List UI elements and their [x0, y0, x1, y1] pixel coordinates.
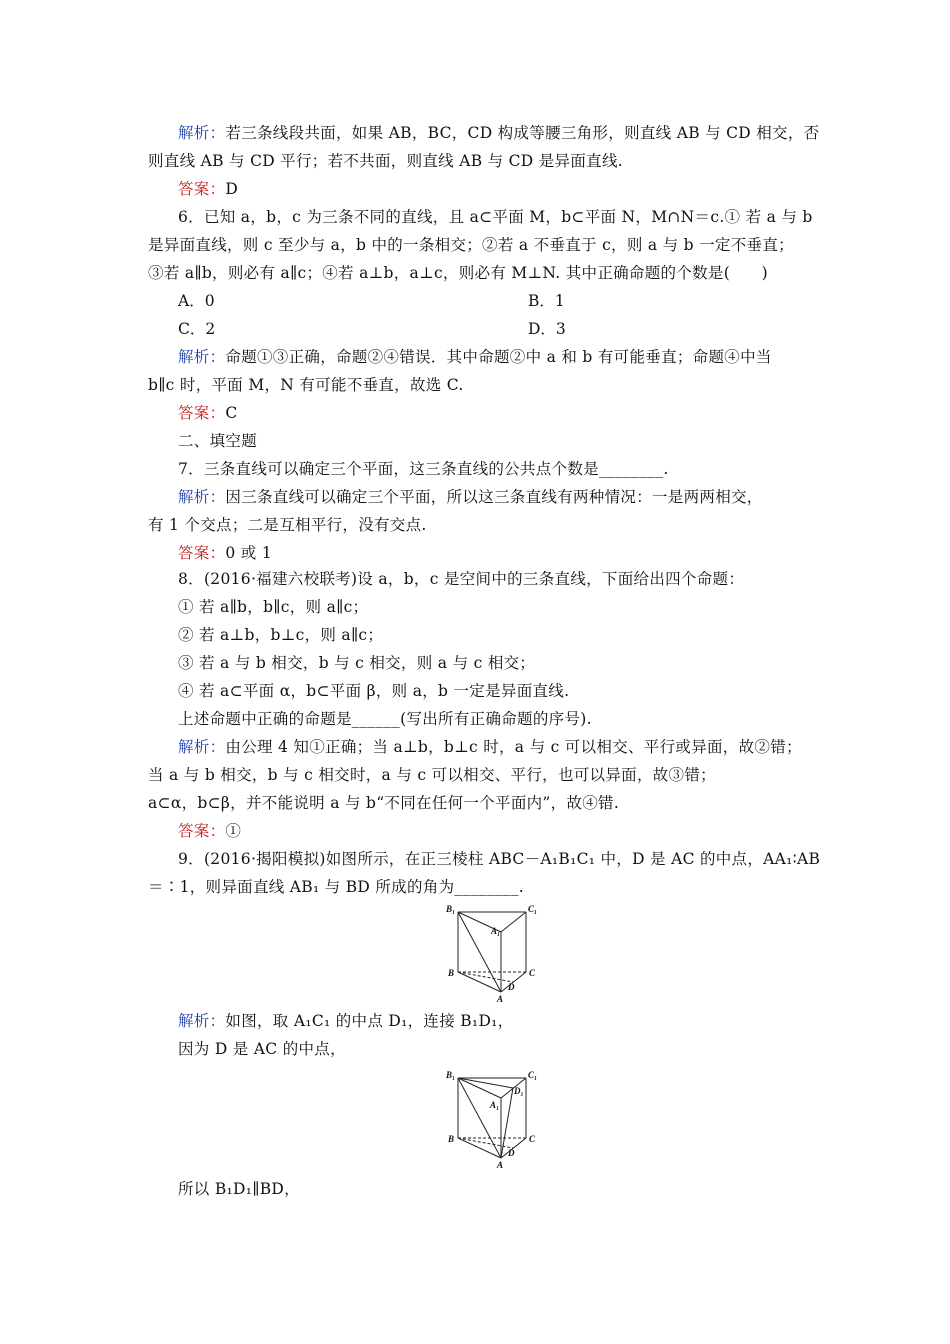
q7-stem: 7．三条直线可以确定三个平面，这三条直线的公共点个数是________. — [178, 460, 669, 478]
q6-option-b: B．1 — [528, 292, 565, 310]
q6-answer — [178, 400, 838, 426]
segment-ab1 — [458, 912, 501, 992]
label-b1: B₁ — [446, 1070, 456, 1080]
answer-label: 答案： — [178, 404, 226, 422]
answer-value: 0 或 1 — [225, 544, 272, 562]
q9-solution-line-2: 因为 D 是 AC 的中点， — [178, 1040, 346, 1058]
label-c1: C₁ — [528, 904, 538, 914]
q8-solution-line-1 — [178, 734, 838, 760]
solution-text: 命题①③正确，命题②④错误．其中命题②中 a 和 b 有可能垂直；命题④中当 — [225, 348, 772, 366]
segment-bd — [458, 1138, 513, 1148]
label-a1: A₁ — [491, 926, 501, 936]
solution-text: 由公理 4 知①正确；当 a⊥b，b⊥c 时，a 与 c 可以相交、平行或异面，故②错； — [225, 738, 802, 756]
solution-label: 解析： — [178, 488, 226, 506]
q8-question: 上述命题中正确的命题是______(写出所有正确命题的序号). — [178, 710, 592, 728]
edge-ba — [458, 1138, 501, 1158]
q6-option-c: C．2 — [178, 320, 216, 338]
q7-solution-line-1 — [178, 484, 838, 510]
q9-stem-line-1: 9．(2016·揭阳模拟)如图所示，在正三棱柱 ABC－A₁B₁C₁ 中，D 是 AC 的中点，AA₁∶AB — [178, 850, 821, 868]
q6-solution-line-1 — [178, 344, 838, 370]
q8-answer — [178, 818, 838, 844]
section-heading: 二、填空题 — [178, 432, 258, 450]
solution-label: 解析： — [178, 348, 226, 366]
edge-ba — [458, 972, 501, 992]
q7-answer — [178, 540, 838, 566]
label-b1: B₁ — [446, 904, 456, 914]
q6-solution-line-2: b∥c 时，平面 M，N 有可能不垂直，故选 C. — [148, 376, 464, 394]
label-b: B — [448, 968, 455, 978]
q8-proposition-1: ① 若 a∥b，b∥c，则 a∥c； — [178, 598, 369, 616]
solution-text: 若三条线段共面，如果 AB，BC，CD 构成等腰三角形，则直线 AB 与 CD 相交，否 — [225, 124, 820, 142]
answer-value: C — [225, 404, 238, 422]
q8-proposition-3: ③ 若 a 与 b 相交，b 与 c 相交，则 a 与 c 相交； — [178, 654, 536, 672]
label-d: D — [508, 982, 515, 992]
q6-stem-line-3: ③若 a∥b，则必有 a∥c；④若 a⊥b，a⊥c，则必有 M⊥N. 其中正确命题的个数是( ) — [148, 264, 769, 282]
prism-figure-1 — [440, 898, 540, 1002]
q8-solution-line-3: a⊂α，b⊂β，并不能说明 a 与 b“不同在任何一个平面内”，故④错. — [148, 794, 620, 812]
q9-solution-line-3: 所以 B₁D₁∥BD， — [178, 1180, 300, 1198]
q8-stem: 8．(2016·福建六校联考)设 a，b，c 是空间中的三条直线，下面给出四个命题： — [178, 570, 745, 588]
answer-value: ① — [225, 822, 242, 840]
q5-solution-line-2: 则直线 AB 与 CD 平行；若不共面，则直线 AB 与 CD 是异面直线. — [148, 152, 623, 170]
solution-text: 因三条直线可以确定三个平面，所以这三条直线有两种情况：一是两两相交， — [225, 488, 763, 506]
label-d: D — [508, 1148, 515, 1158]
q9-solution-line-1 — [178, 1008, 838, 1034]
answer-label: 答案： — [178, 822, 226, 840]
answer-value: D — [225, 180, 239, 198]
solution-label: 解析： — [178, 738, 226, 756]
q9-stem-line-2: ＝∶1，则异面直线 AB₁ 与 BD 所成的角为________. — [148, 878, 525, 896]
label-c: C — [529, 968, 536, 978]
q6-stem-line-1: 6．已知 a，b，c 为三条不同的直线，且 a⊂平面 M，b⊂平面 N，M∩N＝c.① 若 a 与 b — [178, 208, 813, 226]
label-b: B — [448, 1134, 455, 1144]
q8-solution-line-2: 当 a 与 b 相交，b 与 c 相交时，a 与 c 可以相交、平行，也可以异面，故③错； — [148, 766, 716, 784]
solution-text: 如图，取 A₁C₁ 的中点 D₁，连接 B₁D₁， — [225, 1012, 514, 1030]
answer-label: 答案： — [178, 180, 226, 198]
label-d1: D₁ — [514, 1086, 524, 1096]
segment-bd — [458, 972, 513, 982]
label-a: A — [497, 994, 504, 1002]
q6-option-a: A．0 — [178, 292, 215, 310]
solution-label: 解析： — [178, 124, 226, 142]
answer-label: 答案： — [178, 544, 226, 562]
label-a1: A₁ — [490, 1100, 500, 1110]
q6-option-d: D．3 — [528, 320, 566, 338]
q5-answer — [178, 176, 838, 202]
q5-solution-line-1 — [178, 120, 838, 146]
segment-ab1 — [458, 1078, 501, 1158]
edge-b1a1 — [458, 1078, 501, 1098]
segment-b1d1 — [458, 1078, 513, 1088]
label-c: C — [529, 1134, 536, 1144]
q6-stem-line-2: 是异面直线，则 c 至少与 a，b 中的一条相交；②若 a 不垂直于 c，则 a 与 b 一定不垂直； — [148, 236, 794, 254]
solution-label: 解析： — [178, 1012, 226, 1030]
label-c1: C₁ — [528, 1070, 538, 1080]
q8-proposition-4: ④ 若 a⊂平面 α，b⊂平面 β，则 a，b 一定是异面直线. — [178, 682, 570, 700]
label-a: A — [497, 1160, 504, 1170]
edge-c1a1 — [501, 912, 526, 932]
prism-figure-2 — [440, 1066, 540, 1170]
q7-solution-line-2: 有 1 个交点；二是互相平行，没有交点. — [148, 516, 427, 534]
q8-proposition-2: ② 若 a⊥b，b⊥c，则 a∥c； — [178, 626, 384, 644]
